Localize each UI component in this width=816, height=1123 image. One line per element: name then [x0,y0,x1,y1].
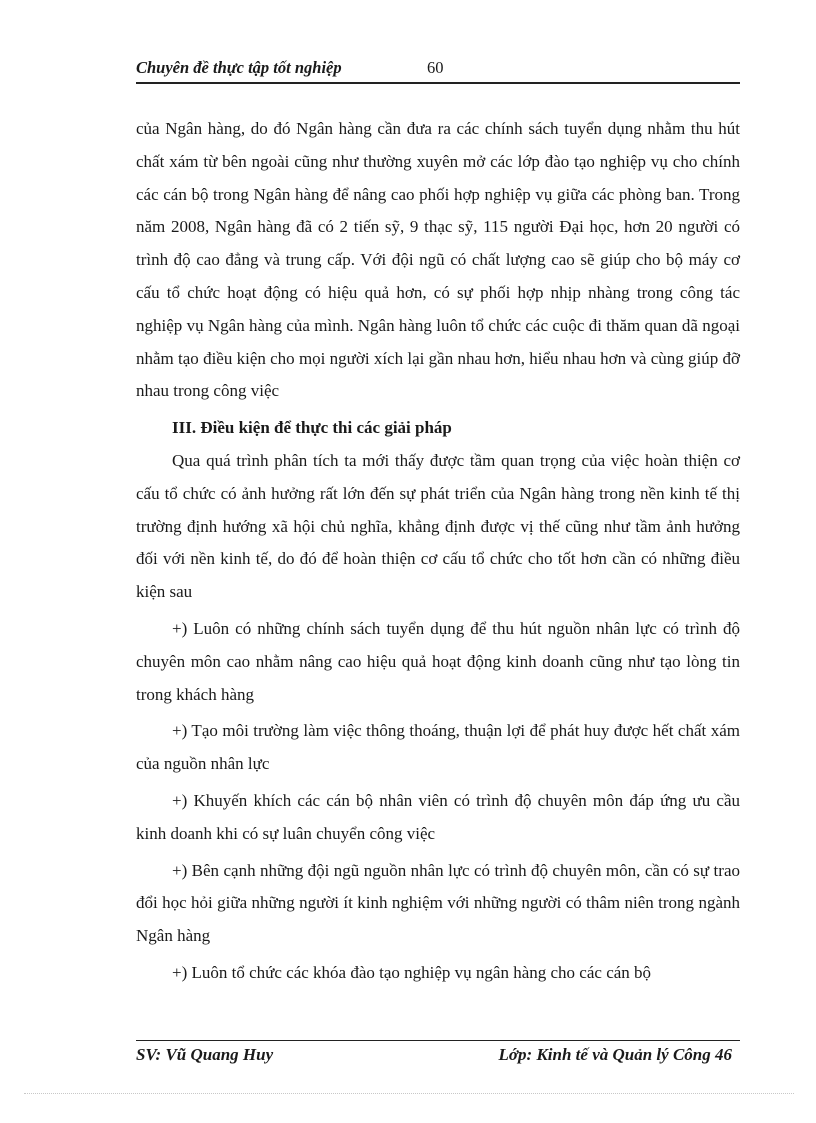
student-name: SV: Vũ Quang Huy [136,1045,274,1064]
bullet-item: +) Khuyến khích các cán bộ nhân viên có trình độ chuyên môn đáp ứng ưu cầu kinh doanh khi có sự luân chuyển công việc [136,790,740,843]
page-number: 60 [427,58,444,77]
bullet-item: +) Tạo môi trường làm việc thông thoáng, thuận lợi để phát huy được hết chất xám của nguồn nhân lực [136,721,740,774]
paragraph-continuation: của Ngân hàng, do đó Ngân hàng cần đưa ra các chính sách tuyển dụng nhằm thu hút chất xám từ bên ngoài cũng như thường xuyên mở các lớp đào tạo nghiệp vụ cho chính các cán bộ trong Ngân hàng để nâng cao phối hợp nghiệp vụ giữa các phòng ban. Trong năm 2008, Ngân hàng đã có 2 tiến sỹ, 9 thạc sỹ, 115 người Đại học, hơn 20 người có trình độ cao đẳng và trung cấp. Với đội ngũ có chất lượng cao sẽ giúp cho bộ máy cơ cấu tổ chức hoạt động có hiệu quả hơn, có sự phối hợp nhịp nhàng trong công tác nghiệp vụ Ngân hàng của mình. Ngân hàng luôn tổ chức các cuộc đi thăm quan dã ngoại nhằm tạo điều kiện cho mọi người xích lại gần nhau hơn, hiểu nhau hơn và cùng giúp đỡ nhau trong công việc [136,119,740,401]
document-title: Chuyên đề thực tập tốt nghiệp [136,58,342,77]
paragraph-intro: Qua quá trình phân tích ta mới thấy được tầm quan trọng của việc hoàn thiện cơ cấu tổ chức có ảnh hưởng rất lớn đến sự phát triển của Ngân hàng trong nền kinh tế thị trường định hướng xã hội chủ nghĩa, khẳng định được vị thế cũng như tầm ảnh hưởng đối với nền kinh tế, do đó để hoàn thiện cơ cấu tổ chức cho tốt hơn cần có những điều kiện sau [136,450,740,602]
page-header [136,56,740,84]
bullet-item: +) Bên cạnh những đội ngũ nguồn nhân lực có trình độ chuyên môn, cần có sự trao đổi học hỏi giữa những người ít kinh nghiệm với những người có thâm niên trong ngành Ngân hàng [136,860,740,946]
page-edge-divider [24,1093,794,1094]
bullet-item: +) Luôn có những chính sách tuyển dụng để thu hút nguồn nhân lực có trình độ chuyên môn cao nhằm nâng cao hiệu quả hoạt động kinh doanh cũng như tạo lòng tin trong khách hàng [136,618,740,704]
document-body [136,113,740,990]
section-heading: III. Điều kiện để thực thi các giải pháp [172,418,452,438]
page-footer [136,1040,740,1071]
bullet-item: +) Luôn tổ chức các khóa đào tạo nghiệp vụ ngân hàng cho các cán bộ [172,962,652,982]
class-name: Lớp: Kinh tế và Quản lý Công 46 [498,1045,732,1064]
